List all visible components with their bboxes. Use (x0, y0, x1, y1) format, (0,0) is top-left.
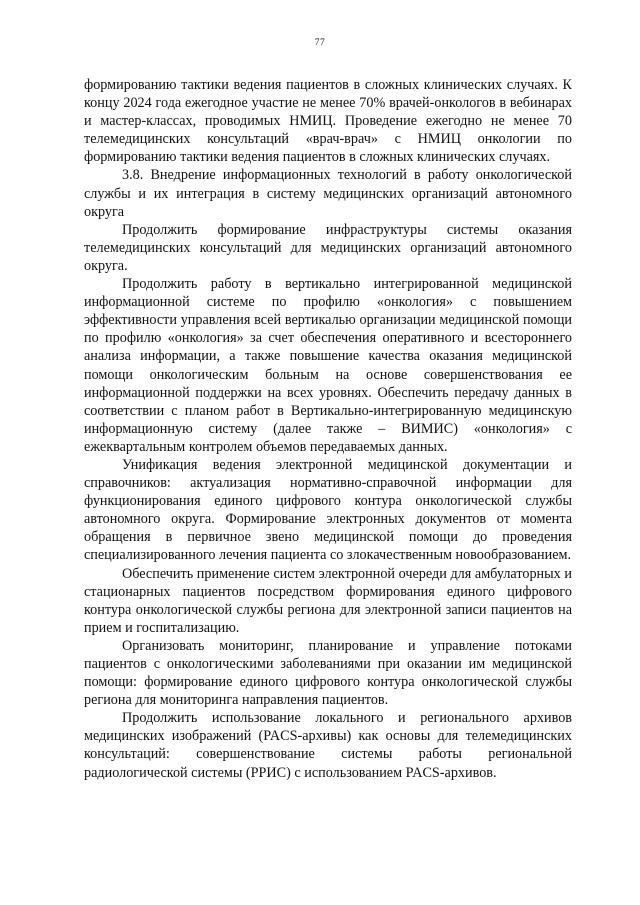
paragraph-electronic-queue: Обеспечить применение систем электронной очереди для амбулаторных и стационарных пациентов посредством формирования единого цифрового контура онкологической службы региона для электронной записи пациентов на прием и госпитализацию. (84, 565, 572, 636)
paragraph-telemedicine: Продолжить формирование инфраструктуры системы оказания телемедицинских консультаций для медицинских организаций автономного округа. (84, 221, 572, 274)
paragraph-continuation: формированию тактики ведения пациентов в сложных клинических случаях. К концу 2024 года ежегодное участие не менее 70% врачей-онкологов в вебинарах и мастер-классах, проводимых НМИЦ. Проведение ежегодно не менее 70 телемедицинских консультаций «врач-врач» с НМИЦ онкологии по формированию тактики ведения пациентов в сложных клинических случаях. (84, 77, 572, 166)
paragraph-monitoring: Организовать мониторинг, планирование и управление потоками пациентов с онкологическими заболеваниями при оказании им медицинской помощи: формирование единого цифрового контура онкологической службы региона для мониторинга направления пациентов. (84, 637, 572, 709)
paragraph-vimis: Продолжить работу в вертикально интегрированной медицинской информационной системе по профилю «онкология» с повышением эффективности управления всей вертикалью организации медицинской помощи по профилю «онкология» за счет обеспечения оперативного и всестороннего анализа информации, а также повышение качества оказания медицинской помощи онкологическим больным на основе совершенствования ее информационной поддержки на всех уровнях. Обеспечить передачу данных в соответствии с планом работ в Вертикально-интегрированную медицинскую информационную систему (далее также – ВИМИС) «онкология» с ежеквартальным контролем объемов передаваемых данных. (84, 276, 572, 455)
paragraph-unification: Унификация ведения электронной медицинской документации и справочников: актуализация нормативно-справочной информации для функционирования единого цифрового контура онкологической службы автономного округа. Формирование электронных документов от момента обращения в первичное звено медицинской помощи до проведения специализированного лечения пациента со злокачественным новообразованием. (84, 456, 572, 564)
page-number: 77 (314, 38, 326, 48)
paragraph-pacs: Продолжить использование локального и регионального архивов медицинских изображений (PACS-архивы) как основы для телемедицинских консультаций: совершенствование системы работы региональной радиологической системы (РРИС) с использованием PACS-архивов. (84, 710, 572, 781)
section-heading-3-8: 3.8. Внедрение информационных технологий в работу онкологической службы и их интеграция в систему медицинских организаций автономного округа (84, 167, 572, 220)
document-body (84, 76, 572, 782)
